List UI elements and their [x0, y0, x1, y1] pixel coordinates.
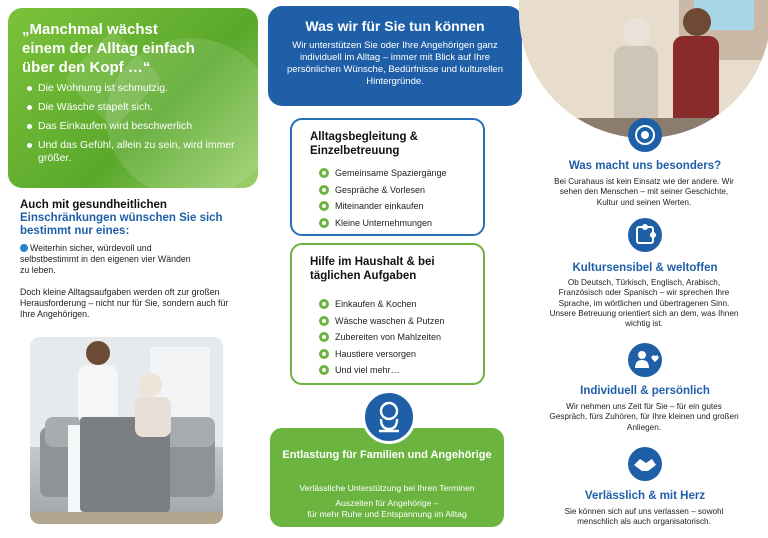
award-badge-icon — [628, 118, 662, 152]
feature-body: Sie können sich auf uns verlassen – sowohl menschlich als auch organisatorisch. — [564, 507, 724, 527]
caregiver-photo-illustration — [30, 337, 223, 524]
service-card-companionship — [290, 118, 485, 236]
relief-title: Entlastung für Familien und Angehörige — [282, 449, 492, 461]
feature-title: Kultursensibel & weltoffen — [572, 262, 718, 274]
wishes-bullet — [20, 243, 200, 276]
caregiver-photo — [30, 337, 223, 524]
list-item: Und viel mehr… — [318, 364, 445, 381]
puzzle-glyph — [628, 218, 662, 252]
relief-line3: für mehr Ruhe und Entspannung im Alltag — [307, 509, 467, 519]
wishes-bullet-text: Weiterhin sicher, würdevoll und selbstbestimmt in den eigenen vier Wänden zu leben. — [20, 243, 191, 275]
person-heart-glyph — [628, 343, 662, 377]
feature-title: Was macht uns besonders? — [568, 160, 722, 172]
card-title: Alltagsbegleitung & Einzelbetreuung — [310, 131, 418, 157]
services-title: Was wir für Sie tun können — [305, 18, 485, 34]
services-header — [268, 6, 522, 106]
list-item: Zubereiten von Mahlzeiten — [318, 331, 445, 348]
wishes-title-line2: Einschränkungen wünschen Sie sich bestimmt nur eines: — [20, 212, 223, 237]
list-item: Einkaufen & Kochen — [318, 298, 445, 315]
list-item: Haustiere versorgen — [318, 348, 445, 365]
feature-body: Bei Curahaus ist kein Einsatz wie der andere. Wir sehen den Menschen – mit seiner Geschichte, Kultur und seinen Werten. — [554, 177, 734, 207]
quote-heading: „Manchmal wächst einem der Alltag einfach über den Kopf …“ — [22, 21, 195, 76]
handshake-glyph — [628, 447, 662, 481]
list-item: Gemeinsame Spaziergänge — [318, 167, 447, 184]
puzzle-icon — [628, 218, 662, 252]
brain-icon — [362, 390, 416, 444]
list-item: Die Wohnung ist schmutzig. — [26, 82, 246, 95]
arrow-circle-icon — [20, 244, 28, 252]
handshake-icon — [628, 447, 662, 481]
card-list — [318, 167, 447, 233]
list-item: Miteinander einkaufen — [318, 200, 447, 217]
wishes-title — [20, 199, 250, 238]
list-item: Die Wäsche stapelt sich. — [26, 101, 246, 114]
card-list — [318, 298, 445, 381]
feature-body: Ob Deutsch, Türkisch, Englisch, Arabisch, Französisch oder Spanisch – wir sprechen Ihre Sprache, im wörtlichen und übertragenen Sinn. Unsere Betreuung orientiert sich an dem, was Ihnen wichtig ist. — [549, 278, 739, 329]
list-item: Und das Gefühl, allein zu sein, wird immer größer. — [26, 139, 246, 165]
service-card-household — [290, 243, 485, 385]
person-heart-icon — [628, 343, 662, 377]
list-item: Kleine Unternehmungen — [318, 217, 447, 234]
feature-title: Verlässlich & mit Herz — [584, 490, 706, 502]
list-item: Gespräche & Vorlesen — [318, 184, 447, 201]
brain-icon-glyph — [365, 393, 413, 441]
relief-line2: Auszeiten für Angehörige – — [335, 498, 439, 508]
wishes-paragraph: Doch kleine Alltagsaufgaben werden oft zur großen Herausforderung – nicht nur für Sie, sondern auch für Ihre Angehörigen. — [20, 287, 229, 319]
feature-title: Individuell & persönlich — [580, 385, 710, 397]
card-title: Hilfe im Haushalt & bei täglichen Aufgaben — [310, 256, 435, 282]
list-item: Das Einkaufen wird beschwerlich — [26, 120, 246, 133]
relief-line1: Verlässliche Unterstützung bei Ihren Terminen — [299, 483, 475, 493]
quote-box — [8, 8, 258, 188]
quote-list — [26, 82, 246, 171]
feature-body: Wir nehmen uns Zeit für Sie – für ein gutes Gespräch, fürs Zuhören, für Ihre kleinen und großen Anliegen. — [549, 402, 739, 432]
list-item: Wäsche waschen & Putzen — [318, 315, 445, 332]
wishes-title-line1: Auch mit gesundheitlichen — [20, 199, 167, 211]
services-body: Wir unterstützen Sie oder Ihre Angehörigen ganz individuell im Alltag – immer mit Blick auf Ihre persönlichen Wünsche, Bedürfnisse und kulturellen Hintergründe. — [287, 40, 503, 87]
award-badge-glyph — [628, 118, 662, 152]
